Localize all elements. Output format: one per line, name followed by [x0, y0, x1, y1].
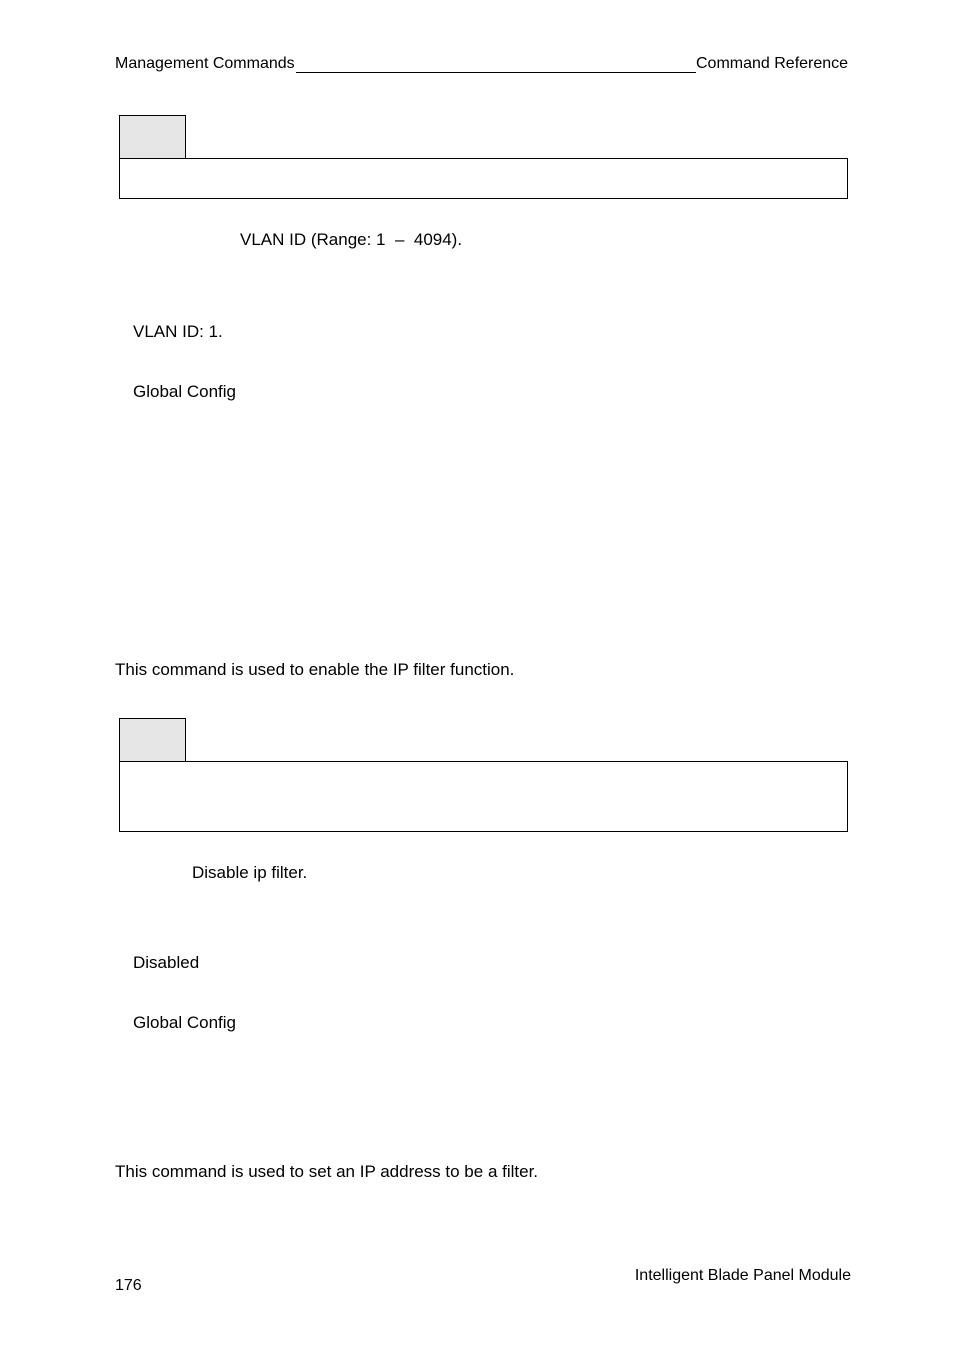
command-format-box: [119, 761, 848, 832]
command-mode: Global Config: [133, 382, 237, 401]
command-format-tab: [119, 718, 186, 762]
command-description: This command is used to set an IP address to be a filter.: [115, 1162, 539, 1181]
default-value: Disabled: [133, 953, 200, 972]
command-format-box: [119, 158, 848, 199]
command-format-tab: [119, 115, 186, 159]
footer-product-name: Intelligent Blade Panel Module: [634, 1267, 851, 1284]
page-number: 176: [115, 1277, 142, 1294]
header-left: Management Commands: [115, 55, 295, 72]
parameter-description: Disable ip filter.: [192, 863, 308, 882]
default-value: VLAN ID: 1.: [133, 322, 223, 341]
command-mode: Global Config: [133, 1013, 237, 1032]
command-description: This command is used to enable the IP filter function.: [115, 660, 515, 679]
header-rule: [296, 72, 696, 73]
header-right: Command Reference: [696, 55, 849, 72]
parameter-description: VLAN ID (Range: 1 – 4094).: [240, 230, 463, 249]
